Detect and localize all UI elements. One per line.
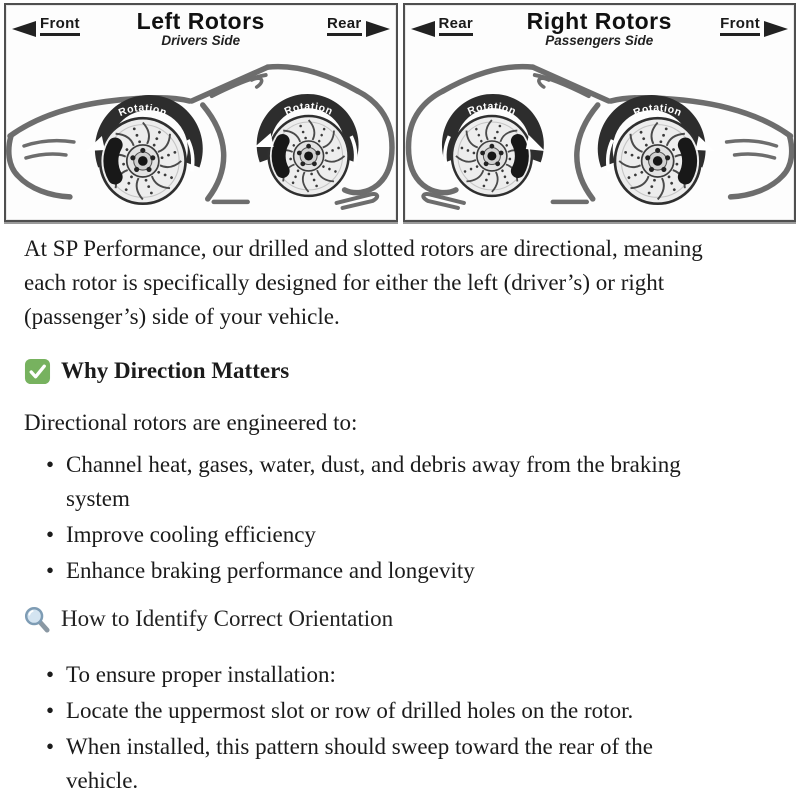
bullet-item: • Locate the uppermost slot or row of drilled holes on the rotor. bbox=[44, 694, 704, 728]
check-mark-icon bbox=[24, 358, 51, 385]
panel-subtitle: Drivers Side bbox=[161, 33, 241, 48]
magnifying-glass-icon bbox=[24, 606, 51, 633]
left-panel-header bbox=[6, 5, 396, 55]
arrow-right-icon bbox=[366, 21, 390, 37]
panel-title: Right Rotors bbox=[526, 8, 672, 34]
rotor-direction-figure bbox=[0, 0, 800, 222]
front-label-text: Front bbox=[40, 15, 80, 36]
rear-label-text: Rear bbox=[439, 15, 474, 36]
bullet-item: • Enhance braking performance and longevity bbox=[44, 554, 704, 588]
rotation-label: Rotation bbox=[465, 101, 518, 118]
right-rotors-panel bbox=[403, 3, 797, 222]
panel-title: Left Rotors bbox=[136, 8, 265, 34]
bullet-item: • When installed, this pattern should sweep toward the rear of the vehicle. bbox=[44, 730, 704, 798]
rear-label-text: Rear bbox=[327, 15, 362, 36]
front-label-text: Front bbox=[720, 15, 760, 36]
section-heading-why-direction-matters bbox=[24, 354, 760, 388]
car-illustration-left bbox=[6, 55, 396, 217]
arrow-right-icon bbox=[764, 21, 788, 37]
left-rotors-panel bbox=[4, 3, 398, 222]
section-heading-identify-orientation bbox=[24, 602, 760, 636]
rotation-arrow-icon bbox=[695, 136, 714, 151]
bullet-item: • To ensure proper installation: bbox=[44, 658, 704, 692]
car-illustration-right bbox=[405, 55, 795, 217]
intro-paragraph: At SP Performance, our drilled and slotted rotors are directional, meaning each rotor is specifically designed for either the left (driver’s) or right (passenger’s) side of your vehicle. bbox=[24, 236, 703, 329]
rotation-arrow-icon bbox=[86, 136, 105, 151]
front-direction-label bbox=[720, 15, 760, 32]
section2-bullet-list bbox=[44, 658, 760, 798]
heading-text: Why Direction Matters bbox=[61, 358, 290, 383]
bullet-item: • Channel heat, gases, water, dust, and debris away from the braking system bbox=[44, 448, 704, 516]
bullet-item: • Improve cooling efficiency bbox=[44, 518, 704, 552]
right-panel-header bbox=[405, 5, 795, 55]
section1-bullet-list bbox=[44, 448, 760, 588]
heading-text: How to Identify Correct Orientation bbox=[61, 606, 394, 631]
rear-direction-label bbox=[327, 15, 362, 32]
panel-subtitle: Passengers Side bbox=[545, 33, 654, 48]
rotation-label: Rotation bbox=[283, 101, 335, 118]
rotation-label: Rotation bbox=[117, 103, 169, 120]
rotation-label: Rotation bbox=[631, 103, 683, 120]
section1-lead: Directional rotors are engineered to: bbox=[24, 410, 358, 435]
article-body bbox=[0, 222, 800, 798]
